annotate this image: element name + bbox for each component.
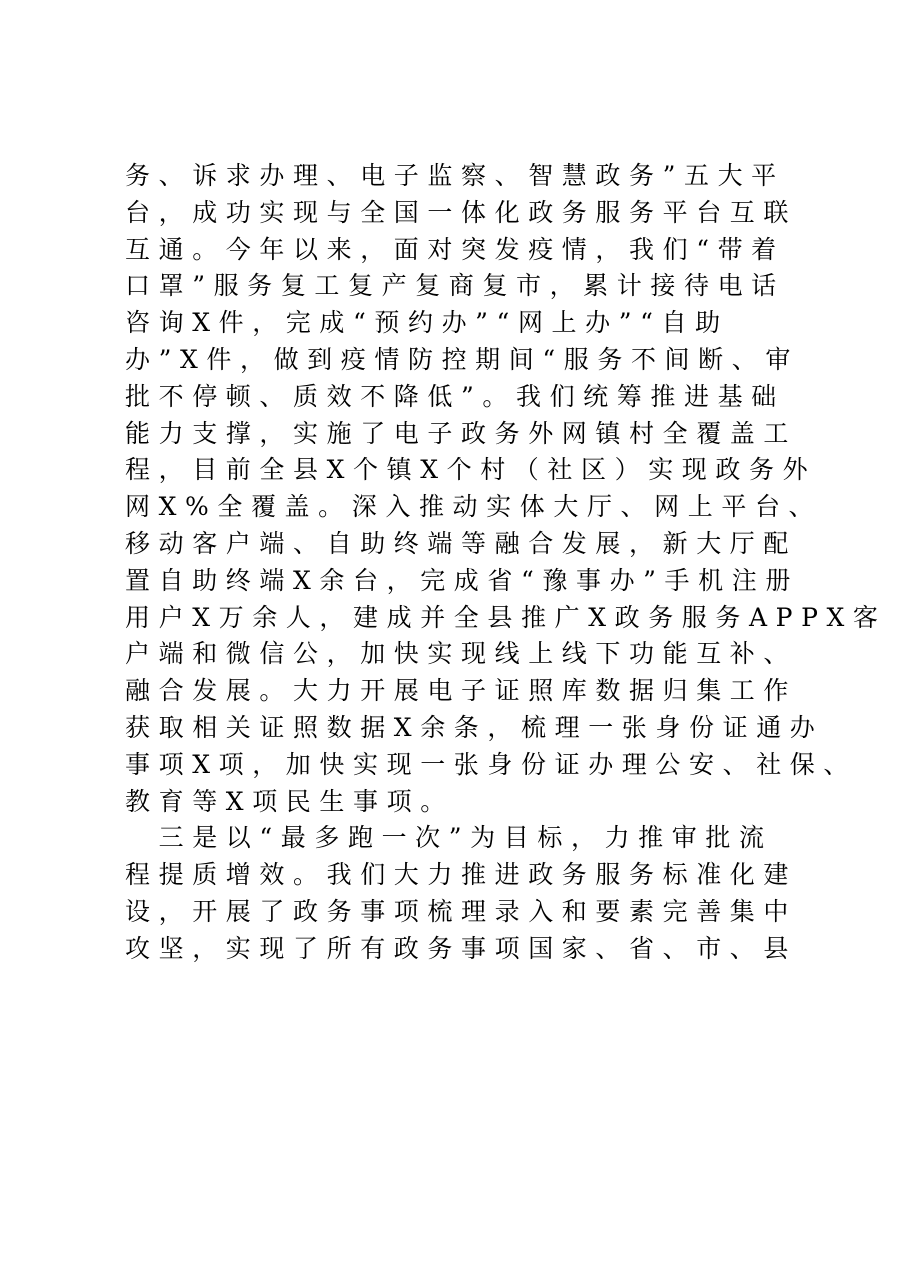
body-text: [125, 158, 887, 968]
text-line: 程，目前全县X个镇X个村（社区）实现政务外: [125, 455, 817, 485]
text-line: 置自助终端X余台，完成省“豫事办”手机注册: [125, 565, 799, 595]
text-line: 获取相关证照数据X余条，梳理一张身份证通办: [125, 712, 824, 742]
text-line: 咨询X件，完成“预约办”“网上办”“自助: [125, 308, 729, 338]
text-line: 融合发展。大力开展电子证照库数据归集工作: [125, 676, 798, 706]
text-line: 移动客户端、自助终端等融合发展，新大厅配: [125, 528, 798, 558]
text-line: 事项X项，加快实现一张身份证办理公安、社保、: [125, 749, 857, 779]
text-line: 台，成功实现与全国一体化政务服务平台互联: [125, 197, 798, 227]
text-line: 互通。今年以来，面对突发疫情，我们“带着: [125, 234, 785, 264]
text-line: 户端和微信公，加快实现线上线下功能互补、: [125, 639, 798, 669]
text-line: 口罩”服务复工复产复商复市，累计接待电话: [125, 271, 785, 301]
text-line: 办”X件，做到疫情防控期间“服务不间断、审: [125, 344, 799, 374]
text-line: 网X%全覆盖。深入推动实体大厅、网上平台、: [125, 492, 823, 522]
text-line: 务、诉求办理、电子监察、智慧政务”五大平: [125, 161, 785, 190]
text-line: 攻坚，实现了所有政务事项国家、省、市、县: [125, 933, 798, 963]
text-line: 教育等X项民生事项。: [125, 786, 454, 816]
text-line: 用户X万余人，建成并全县推广X政务服务APPX客: [125, 602, 887, 632]
text-line: 能力支撑，实施了电子政务外网镇村全覆盖工: [125, 418, 798, 448]
text-line: 程提质增效。我们大力推进政务服务标准化建: [125, 860, 798, 890]
text-line: 批不停顿、质效不降低”。我们统筹推进基础: [125, 381, 785, 411]
text-line: 三是以“最多跑一次”为目标，力推审批流: [125, 823, 773, 853]
text-line: 设，开展了政务事项梳理录入和要素完善集中: [125, 896, 798, 926]
